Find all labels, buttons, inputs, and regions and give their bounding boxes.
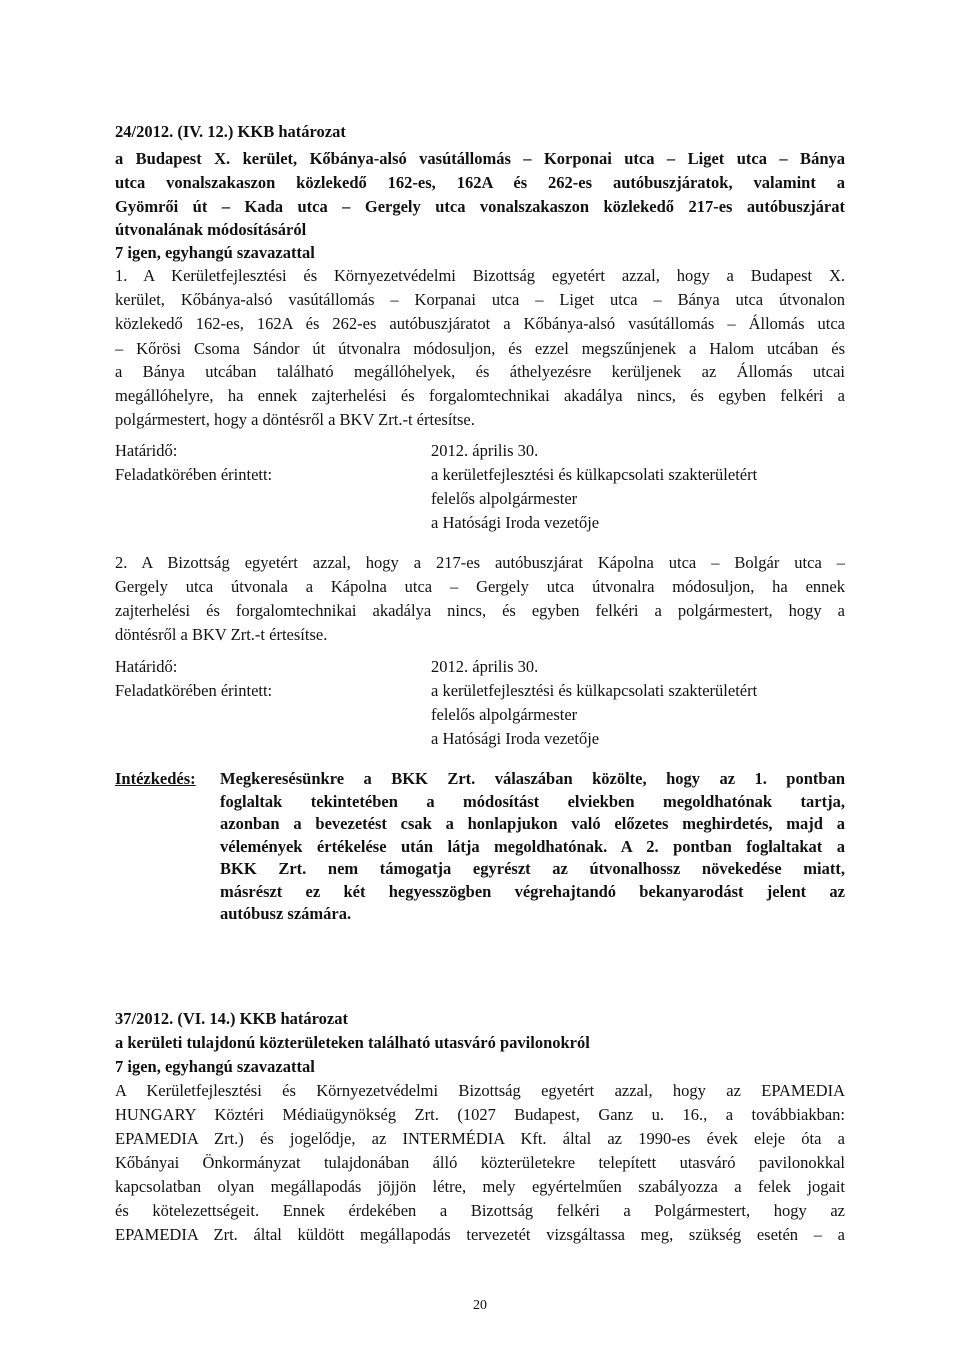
item-1-line: a Bánya utcában található megállóhelyek, és áthelyezésre kerüljenek az Állomás utcai	[115, 362, 845, 381]
resolution-2-body-line: kapcsolatban olyan megállapodás jöjjön létre, mely egyértelműen szabályozza a felek jogait	[115, 1177, 845, 1196]
item-1-responsible-line: a kerületfejlesztési és külkapcsolati szakterületért	[431, 465, 758, 484]
resolution-2-vote: 7 igen, egyhangú szavazattal	[115, 1057, 315, 1076]
item-1-line: – Kőrösi Csoma Sándor út útvonalra módosuljon, és ezzel megszűnjenek a Halom utcában és	[115, 339, 845, 358]
item-2-line: Gergely utca útvonala a Kápolna utca – Gergely utca útvonalra módosuljon, ha ennek	[115, 577, 845, 596]
item-1-responsible-line: a Hatósági Iroda vezetője	[431, 513, 600, 532]
item-1-line: kerület, Kőbánya-alsó vasútállomás – Korpanai utca – Liget utca – Bánya utca útvonalon	[115, 290, 845, 309]
page-number: 20	[473, 1298, 487, 1313]
item-1-line: megállóhelyre, ha ennek zajterhelési és forgalomtechnikai akadálya nincs, és egyben felkéri a	[115, 386, 845, 405]
resolution-2-body-line: EPAMEDIA Zrt. által küldött megállapodás tervezetét vizsgáltassa meg, szükség esetén – a	[115, 1225, 845, 1244]
item-2-deadline-value: 2012. április 30.	[431, 657, 539, 676]
item-2-responsible-line: a Hatósági Iroda vezetője	[431, 729, 600, 748]
item-1-line: közlekedő 162-es, 162A és 262-es autóbuszjáratot a Kőbánya-alsó vasútállomás – Állomás utca	[115, 314, 845, 333]
item-1-line: 1. A Kerületfejlesztési és Környezetvédelmi Bizottság egyetért azzal, hogy a Budapest X.	[115, 266, 845, 285]
item-2-line: 2. A Bizottság egyetért azzal, hogy a 217-es autóbuszjárat Kápolna utca – Bolgár utca –	[115, 553, 845, 572]
measure-line: vélemények értékelése után látja megoldhatónak. A 2. pontban foglaltakat a	[220, 836, 845, 856]
measure-line: Megkeresésünkre a BKK Zrt. válaszában közölte, hogy az 1. pontban	[220, 769, 845, 788]
item-2-deadline-label: Határidő:	[115, 657, 178, 676]
resolution-2-body-line: HUNGARY Köztéri Médiaügynökség Zrt. (1027 Budapest, Ganz u. 16., a továbbiakban:	[115, 1105, 845, 1124]
resolution-1-number: 24/2012. (IV. 12.) KKB határozat	[115, 122, 346, 141]
measure-line: azonban a bevezetést csak a honlapjukon való előzetes meghirdetés, majd a	[220, 814, 845, 833]
resolution-2-body-line: A Kerületfejlesztési és Környezetvédelmi Bizottság egyetért azzal, hogy az EPAMEDIA	[115, 1081, 845, 1100]
item-1-responsible-label: Feladatkörében érintett:	[115, 465, 273, 484]
measure-text	[220, 768, 845, 926]
resolution-1-vote: 7 igen, egyhangú szavazattal	[115, 243, 315, 262]
measure-label: Intézkedés:	[115, 769, 196, 788]
resolution-2-title: a kerületi tulajdonú közterületeken található utasváró pavilonokról	[115, 1033, 590, 1052]
item-2-responsible-line: a kerületfejlesztési és külkapcsolati szakterületért	[431, 681, 758, 700]
item-1-line: polgármestert, hogy a döntésről a BKV Zrt.-t értesítse.	[115, 410, 475, 429]
resolution-2-body-line: EPAMEDIA Zrt.) és jogelődje, az INTERMÉDIA Kft. által az 1990-es évek eleje óta a	[115, 1129, 845, 1148]
item-2-line: döntésről a BKV Zrt.-t értesítse.	[115, 625, 328, 644]
measure-line: foglaltak tekintetében a módosítást elviekben megoldhatónak tartja,	[220, 791, 845, 811]
resolution-1-title-line: Gyömrői út – Kada utca – Gergely utca vonalszakaszon közlekedő 217-es autóbuszjárat	[115, 197, 845, 216]
resolution-2-number: 37/2012. (VI. 14.) KKB határozat	[115, 1009, 348, 1028]
resolution-1-title-line: útvonalának módosításáról	[115, 220, 307, 239]
resolution-2-body-line: Kőbányai Önkormányzat tulajdonában álló közterületekre telepített utasváró pavilonokkal	[115, 1153, 845, 1172]
measure-line: másrészt ez két hegyesszögben végrehajtandó bekanyarodást jelent az	[220, 881, 845, 901]
resolution-1-title-line: utca vonalszakaszon közlekedő 162-es, 162A és 262-es autóbuszjáratok, valamint a	[115, 173, 845, 192]
item-2-responsible-label: Feladatkörében érintett:	[115, 681, 273, 700]
resolution-1-title-line: a Budapest X. kerület, Kőbánya-alsó vasútállomás – Korponai utca – Liget utca – Bánya	[115, 149, 845, 168]
item-2-responsible-line: felelős alpolgármester	[431, 705, 578, 724]
item-1-deadline-label: Határidő:	[115, 441, 178, 460]
resolution-2-body-line: és kötelezettségeit. Ennek érdekében a Bizottság felkéri a Polgármestert, hogy az	[115, 1201, 845, 1220]
item-2-line: zajterhelési és forgalomtechnikai akadálya nincs, és egyben felkéri a polgármestert, hogy a	[115, 601, 845, 620]
measure-line: autóbusz számára.	[220, 904, 352, 923]
measure-line: BKK Zrt. nem támogatja egyrészt az útvonalhossz növekedése miatt,	[220, 859, 845, 878]
item-1-responsible-line: felelős alpolgármester	[431, 489, 578, 508]
item-1-deadline-value: 2012. április 30.	[431, 441, 539, 460]
